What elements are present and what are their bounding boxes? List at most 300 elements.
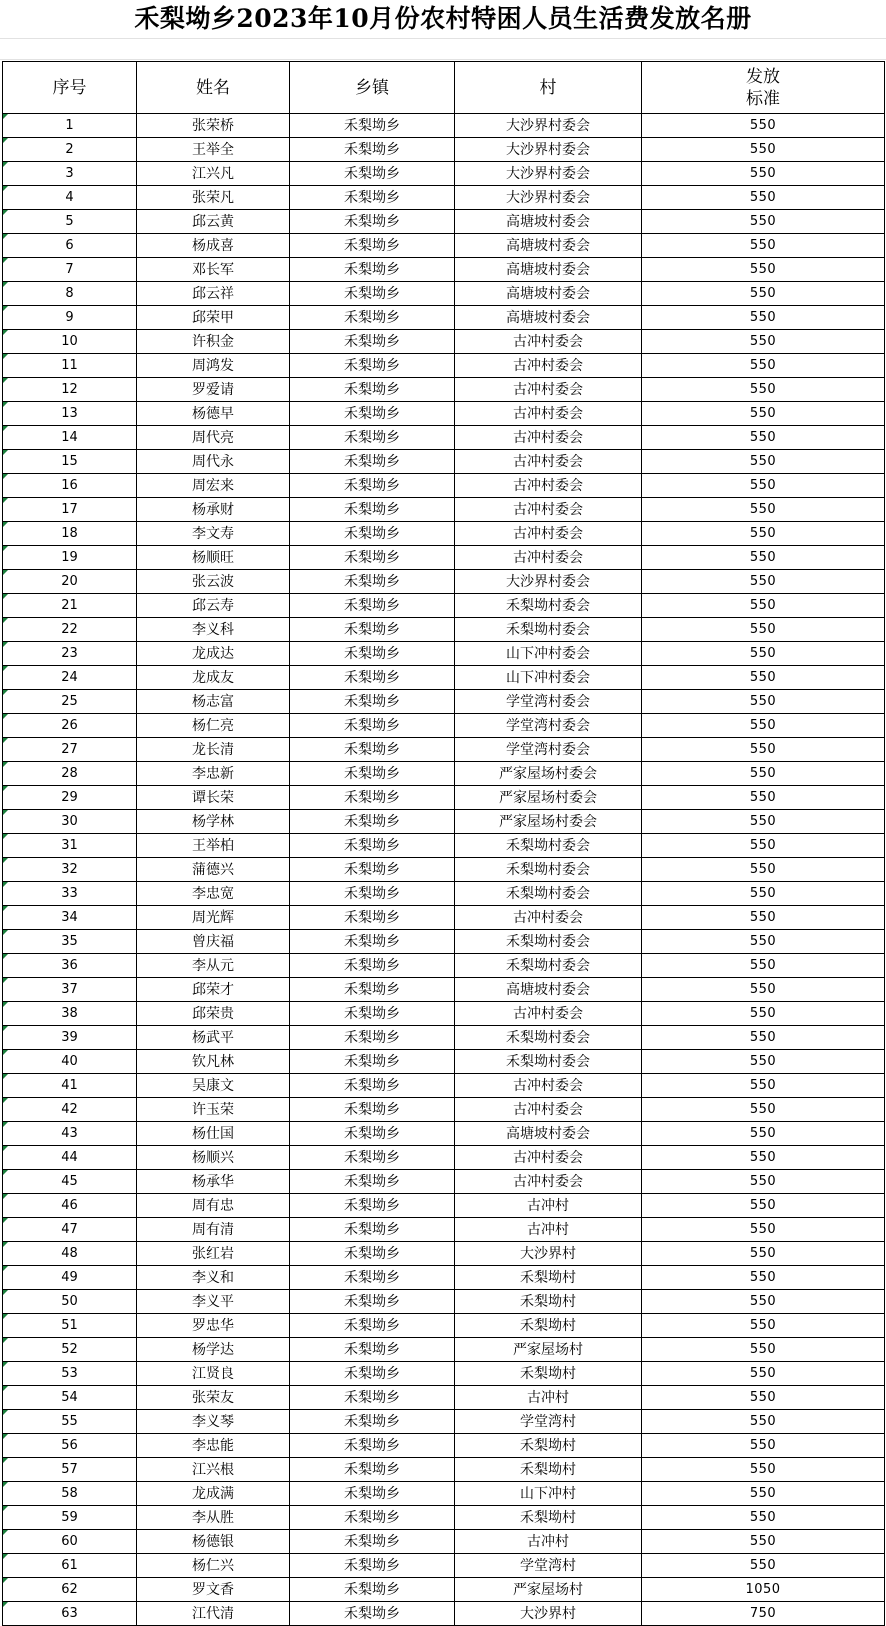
table-row [3, 786, 885, 810]
amount-value: 550 [642, 282, 885, 306]
person-name: 江兴根 [137, 1458, 290, 1482]
village-name: 古冲村 [455, 1386, 642, 1410]
row-number: 27 [3, 738, 137, 762]
col-header-amount-line1: 发放 [746, 66, 780, 87]
amount-value: 550 [642, 594, 885, 618]
row-number: 23 [3, 642, 137, 666]
township-name: 禾梨坳乡 [290, 1338, 455, 1362]
row-number: 16 [3, 474, 137, 498]
amount-value: 550 [642, 1314, 885, 1338]
village-name: 古冲村委会 [455, 378, 642, 402]
table-row [3, 1170, 885, 1194]
village-name: 禾梨坳村委会 [455, 954, 642, 978]
amount-value: 1050 [642, 1578, 885, 1602]
person-name: 杨德早 [137, 402, 290, 426]
township-name: 禾梨坳乡 [290, 810, 455, 834]
township-name: 禾梨坳乡 [290, 162, 455, 186]
table-row [3, 1074, 885, 1098]
village-name: 严家屋场村委会 [455, 762, 642, 786]
village-name: 古冲村委会 [455, 522, 642, 546]
amount-value: 550 [642, 834, 885, 858]
row-number: 15 [3, 450, 137, 474]
village-name: 大沙界村委会 [455, 114, 642, 138]
village-name: 高塘坡村委会 [455, 306, 642, 330]
village-name: 禾梨坳村委会 [455, 882, 642, 906]
township-name: 禾梨坳乡 [290, 786, 455, 810]
township-name: 禾梨坳乡 [290, 330, 455, 354]
village-name: 学堂湾村委会 [455, 714, 642, 738]
village-name: 古冲村委会 [455, 450, 642, 474]
row-number: 52 [3, 1338, 137, 1362]
amount-value: 550 [642, 570, 885, 594]
village-name: 禾梨坳村委会 [455, 1026, 642, 1050]
row-number: 13 [3, 402, 137, 426]
township-name: 禾梨坳乡 [290, 1146, 455, 1170]
row-number: 25 [3, 690, 137, 714]
amount-value: 550 [642, 1338, 885, 1362]
table-row [3, 1098, 885, 1122]
township-name: 禾梨坳乡 [290, 978, 455, 1002]
row-number: 35 [3, 930, 137, 954]
township-name: 禾梨坳乡 [290, 1530, 455, 1554]
amount-value: 550 [642, 1434, 885, 1458]
person-name: 杨仕国 [137, 1122, 290, 1146]
village-name: 禾梨坳村委会 [455, 1050, 642, 1074]
table-row [3, 1122, 885, 1146]
person-name: 邱荣甲 [137, 306, 290, 330]
amount-value: 550 [642, 738, 885, 762]
village-name: 禾梨坳村委会 [455, 930, 642, 954]
village-name: 大沙界村 [455, 1242, 642, 1266]
village-name: 古冲村 [455, 1530, 642, 1554]
table-row [3, 1218, 885, 1242]
person-name: 谭长荣 [137, 786, 290, 810]
row-number: 46 [3, 1194, 137, 1218]
amount-value: 550 [642, 690, 885, 714]
person-name: 李义琴 [137, 1410, 290, 1434]
table-row [3, 1266, 885, 1290]
township-name: 禾梨坳乡 [290, 1554, 455, 1578]
township-name: 禾梨坳乡 [290, 1170, 455, 1194]
village-name: 禾梨坳村委会 [455, 594, 642, 618]
village-name: 大沙界村委会 [455, 570, 642, 594]
village-name: 古冲村委会 [455, 498, 642, 522]
table-row [3, 138, 885, 162]
row-number: 11 [3, 354, 137, 378]
village-name: 禾梨坳村 [455, 1434, 642, 1458]
amount-value: 550 [642, 354, 885, 378]
table-row [3, 1026, 885, 1050]
township-name: 禾梨坳乡 [290, 690, 455, 714]
township-name: 禾梨坳乡 [290, 858, 455, 882]
village-name: 禾梨坳村 [455, 1290, 642, 1314]
township-name: 禾梨坳乡 [290, 210, 455, 234]
person-name: 李忠宽 [137, 882, 290, 906]
table-row [3, 234, 885, 258]
header-row [3, 62, 885, 114]
township-name: 禾梨坳乡 [290, 1242, 455, 1266]
township-name: 禾梨坳乡 [290, 1122, 455, 1146]
row-number: 30 [3, 810, 137, 834]
township-name: 禾梨坳乡 [290, 426, 455, 450]
row-number: 32 [3, 858, 137, 882]
table-row [3, 1146, 885, 1170]
table-row [3, 162, 885, 186]
row-number: 37 [3, 978, 137, 1002]
amount-value: 550 [642, 426, 885, 450]
row-number: 43 [3, 1122, 137, 1146]
village-name: 大沙界村委会 [455, 162, 642, 186]
township-name: 禾梨坳乡 [290, 378, 455, 402]
amount-value: 550 [642, 1170, 885, 1194]
township-name: 禾梨坳乡 [290, 1602, 455, 1626]
row-number: 31 [3, 834, 137, 858]
table-row [3, 882, 885, 906]
amount-value: 550 [642, 642, 885, 666]
township-name: 禾梨坳乡 [290, 402, 455, 426]
village-name: 严家屋场村 [455, 1338, 642, 1362]
spacer-row [0, 38, 886, 60]
person-name: 杨顺旺 [137, 546, 290, 570]
table-row [3, 1434, 885, 1458]
township-name: 禾梨坳乡 [290, 642, 455, 666]
person-name: 杨学林 [137, 810, 290, 834]
table-row [3, 1458, 885, 1482]
table-row [3, 1554, 885, 1578]
township-name: 禾梨坳乡 [290, 282, 455, 306]
table-row [3, 186, 885, 210]
table-row [3, 906, 885, 930]
row-number: 49 [3, 1266, 137, 1290]
amount-value: 550 [642, 1122, 885, 1146]
row-number: 20 [3, 570, 137, 594]
person-name: 邱荣贵 [137, 1002, 290, 1026]
village-name: 古冲村委会 [455, 426, 642, 450]
township-name: 禾梨坳乡 [290, 450, 455, 474]
table-row [3, 546, 885, 570]
amount-value: 550 [642, 1218, 885, 1242]
person-name: 龙成达 [137, 642, 290, 666]
village-name: 山下冲村委会 [455, 666, 642, 690]
table-row [3, 570, 885, 594]
person-name: 周代永 [137, 450, 290, 474]
person-name: 杨武平 [137, 1026, 290, 1050]
table-row [3, 1578, 885, 1602]
township-name: 禾梨坳乡 [290, 1290, 455, 1314]
row-number: 1 [3, 114, 137, 138]
person-name: 李忠能 [137, 1434, 290, 1458]
table-row [3, 642, 885, 666]
row-number: 24 [3, 666, 137, 690]
page-title: 禾梨坳乡2023年10月份农村特困人员生活费发放名册 [134, 4, 752, 33]
row-number: 17 [3, 498, 137, 522]
township-name: 禾梨坳乡 [290, 1194, 455, 1218]
person-name: 王举柏 [137, 834, 290, 858]
col-header-name: 姓名 [137, 62, 290, 114]
village-name: 严家屋场村 [455, 1578, 642, 1602]
table-row [3, 978, 885, 1002]
township-name: 禾梨坳乡 [290, 1386, 455, 1410]
township-name: 禾梨坳乡 [290, 906, 455, 930]
table-row [3, 1338, 885, 1362]
table-row [3, 954, 885, 978]
person-name: 杨承财 [137, 498, 290, 522]
township-name: 禾梨坳乡 [290, 1026, 455, 1050]
amount-value: 550 [642, 930, 885, 954]
col-header-amount [642, 62, 885, 114]
table-row [3, 258, 885, 282]
amount-value: 550 [642, 978, 885, 1002]
row-number: 39 [3, 1026, 137, 1050]
table-row [3, 330, 885, 354]
person-name: 李文寿 [137, 522, 290, 546]
person-name: 邱云寿 [137, 594, 290, 618]
village-name: 古冲村委会 [455, 1002, 642, 1026]
row-number: 7 [3, 258, 137, 282]
village-name: 禾梨坳村委会 [455, 858, 642, 882]
person-name: 李从元 [137, 954, 290, 978]
village-name: 古冲村委会 [455, 402, 642, 426]
village-name: 大沙界村委会 [455, 186, 642, 210]
amount-value: 550 [642, 666, 885, 690]
township-name: 禾梨坳乡 [290, 714, 455, 738]
township-name: 禾梨坳乡 [290, 546, 455, 570]
village-name: 古冲村委会 [455, 474, 642, 498]
row-number: 14 [3, 426, 137, 450]
village-name: 禾梨坳村委会 [455, 618, 642, 642]
amount-value: 550 [642, 1410, 885, 1434]
table-row [3, 522, 885, 546]
amount-value: 550 [642, 330, 885, 354]
amount-value: 550 [642, 1290, 885, 1314]
township-name: 禾梨坳乡 [290, 1506, 455, 1530]
row-number: 12 [3, 378, 137, 402]
amount-value: 750 [642, 1602, 885, 1626]
row-number: 36 [3, 954, 137, 978]
row-number: 4 [3, 186, 137, 210]
row-number: 42 [3, 1098, 137, 1122]
person-name: 罗文香 [137, 1578, 290, 1602]
village-name: 禾梨坳村 [455, 1266, 642, 1290]
village-name: 古冲村委会 [455, 906, 642, 930]
person-name: 邱云祥 [137, 282, 290, 306]
amount-value: 550 [642, 1458, 885, 1482]
person-name: 钦凡林 [137, 1050, 290, 1074]
person-name: 吴康文 [137, 1074, 290, 1098]
person-name: 杨志富 [137, 690, 290, 714]
township-name: 禾梨坳乡 [290, 498, 455, 522]
amount-value: 550 [642, 810, 885, 834]
township-name: 禾梨坳乡 [290, 258, 455, 282]
amount-value: 550 [642, 1074, 885, 1098]
table-row [3, 210, 885, 234]
amount-value: 550 [642, 450, 885, 474]
township-name: 禾梨坳乡 [290, 1266, 455, 1290]
person-name: 江代清 [137, 1602, 290, 1626]
amount-value: 550 [642, 714, 885, 738]
table-row [3, 354, 885, 378]
amount-value: 550 [642, 1362, 885, 1386]
township-name: 禾梨坳乡 [290, 474, 455, 498]
table-row [3, 762, 885, 786]
person-name: 杨德银 [137, 1530, 290, 1554]
person-name: 龙成友 [137, 666, 290, 690]
person-name: 周有忠 [137, 1194, 290, 1218]
table-row [3, 1602, 885, 1626]
row-number: 22 [3, 618, 137, 642]
row-number: 8 [3, 282, 137, 306]
table-row [3, 1386, 885, 1410]
table-row [3, 402, 885, 426]
row-number: 2 [3, 138, 137, 162]
amount-value: 550 [642, 1266, 885, 1290]
village-name: 高塘坡村委会 [455, 258, 642, 282]
amount-value: 550 [642, 954, 885, 978]
village-name: 古冲村 [455, 1194, 642, 1218]
amount-value: 550 [642, 882, 885, 906]
township-name: 禾梨坳乡 [290, 954, 455, 978]
township-name: 禾梨坳乡 [290, 1482, 455, 1506]
person-name: 张红岩 [137, 1242, 290, 1266]
amount-value: 550 [642, 234, 885, 258]
row-number: 19 [3, 546, 137, 570]
table-row [3, 1290, 885, 1314]
village-name: 古冲村委会 [455, 546, 642, 570]
amount-value: 550 [642, 1002, 885, 1026]
village-name: 禾梨坳村 [455, 1362, 642, 1386]
row-number: 33 [3, 882, 137, 906]
table-row [3, 738, 885, 762]
amount-value: 550 [642, 1146, 885, 1170]
amount-value: 550 [642, 306, 885, 330]
person-name: 邱云黄 [137, 210, 290, 234]
person-name: 李义科 [137, 618, 290, 642]
person-name: 李义和 [137, 1266, 290, 1290]
amount-value: 550 [642, 546, 885, 570]
table-row [3, 426, 885, 450]
village-name: 山下冲村委会 [455, 642, 642, 666]
township-name: 禾梨坳乡 [290, 354, 455, 378]
amount-value: 550 [642, 378, 885, 402]
amount-value: 550 [642, 186, 885, 210]
row-number: 18 [3, 522, 137, 546]
amount-value: 550 [642, 210, 885, 234]
row-number: 9 [3, 306, 137, 330]
table-row [3, 1506, 885, 1530]
village-name: 学堂湾村委会 [455, 738, 642, 762]
village-name: 高塘坡村委会 [455, 234, 642, 258]
township-name: 禾梨坳乡 [290, 666, 455, 690]
row-number: 56 [3, 1434, 137, 1458]
table-row [3, 282, 885, 306]
village-name: 高塘坡村委会 [455, 978, 642, 1002]
village-name: 学堂湾村 [455, 1410, 642, 1434]
row-number: 53 [3, 1362, 137, 1386]
village-name: 古冲村 [455, 1218, 642, 1242]
table-row [3, 690, 885, 714]
village-name: 禾梨坳村 [455, 1314, 642, 1338]
person-name: 李从胜 [137, 1506, 290, 1530]
village-name: 禾梨坳村委会 [455, 834, 642, 858]
amount-value: 550 [642, 858, 885, 882]
table-row [3, 858, 885, 882]
amount-value: 550 [642, 162, 885, 186]
township-name: 禾梨坳乡 [290, 186, 455, 210]
table-row [3, 1194, 885, 1218]
village-name: 学堂湾村委会 [455, 690, 642, 714]
amount-value: 550 [642, 1050, 885, 1074]
village-name: 高塘坡村委会 [455, 210, 642, 234]
township-name: 禾梨坳乡 [290, 306, 455, 330]
person-name: 张荣友 [137, 1386, 290, 1410]
col-header-township: 乡镇 [290, 62, 455, 114]
village-name: 古冲村委会 [455, 354, 642, 378]
row-number: 6 [3, 234, 137, 258]
row-number: 57 [3, 1458, 137, 1482]
village-name: 禾梨坳村 [455, 1458, 642, 1482]
amount-value: 550 [642, 1194, 885, 1218]
col-header-amount-line2: 标准 [746, 88, 780, 109]
row-number: 40 [3, 1050, 137, 1074]
amount-value: 550 [642, 786, 885, 810]
table-row [3, 1530, 885, 1554]
table-row [3, 1242, 885, 1266]
township-name: 禾梨坳乡 [290, 1314, 455, 1338]
village-name: 严家屋场村委会 [455, 786, 642, 810]
table-row [3, 930, 885, 954]
township-name: 禾梨坳乡 [290, 1434, 455, 1458]
row-number: 38 [3, 1002, 137, 1026]
table-row [3, 714, 885, 738]
table-row [3, 810, 885, 834]
village-name: 古冲村委会 [455, 1098, 642, 1122]
table-row [3, 1314, 885, 1338]
table-row [3, 1362, 885, 1386]
village-name: 古冲村委会 [455, 1074, 642, 1098]
village-name: 古冲村委会 [455, 1146, 642, 1170]
amount-value: 550 [642, 1386, 885, 1410]
row-number: 21 [3, 594, 137, 618]
amount-value: 550 [642, 474, 885, 498]
person-name: 周鸿发 [137, 354, 290, 378]
amount-value: 550 [642, 618, 885, 642]
amount-value: 550 [642, 1530, 885, 1554]
township-name: 禾梨坳乡 [290, 1578, 455, 1602]
township-name: 禾梨坳乡 [290, 882, 455, 906]
person-name: 张云波 [137, 570, 290, 594]
row-number: 44 [3, 1146, 137, 1170]
person-name: 杨承华 [137, 1170, 290, 1194]
township-name: 禾梨坳乡 [290, 522, 455, 546]
person-name: 周有清 [137, 1218, 290, 1242]
row-number: 47 [3, 1218, 137, 1242]
village-name: 学堂湾村 [455, 1554, 642, 1578]
roster-table [2, 61, 885, 1626]
amount-value: 550 [642, 906, 885, 930]
person-name: 龙成满 [137, 1482, 290, 1506]
township-name: 禾梨坳乡 [290, 1218, 455, 1242]
row-number: 3 [3, 162, 137, 186]
row-number: 62 [3, 1578, 137, 1602]
person-name: 张荣桥 [137, 114, 290, 138]
person-name: 李忠新 [137, 762, 290, 786]
person-name: 罗忠华 [137, 1314, 290, 1338]
amount-value: 550 [642, 1098, 885, 1122]
person-name: 杨仁亮 [137, 714, 290, 738]
person-name: 杨顺兴 [137, 1146, 290, 1170]
township-name: 禾梨坳乡 [290, 762, 455, 786]
person-name: 杨成喜 [137, 234, 290, 258]
